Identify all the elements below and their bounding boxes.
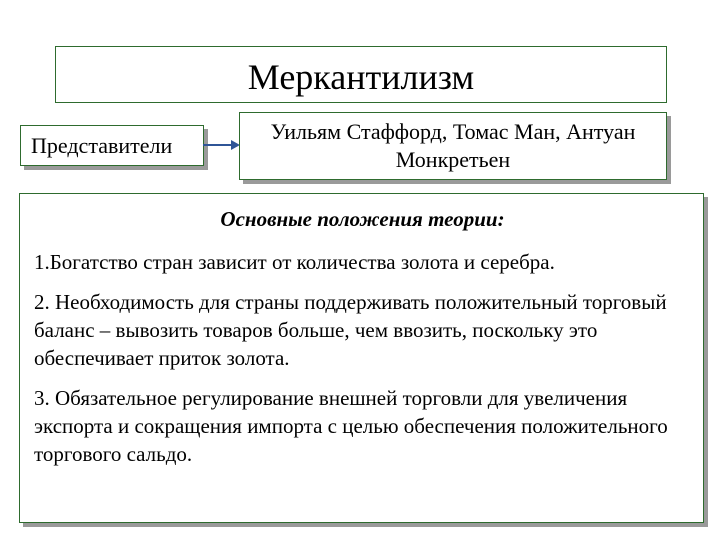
arrow-right-icon (203, 137, 243, 153)
page-title: Меркантилизм (247, 56, 475, 97)
representatives-names-box (239, 112, 667, 180)
representatives-label-box (20, 125, 204, 166)
theory-point-3: 3. Обязательное регулирование внешней торговли для увеличения экспорта и сокращения импорта с целью обеспечения положительного торгового сальдо. (34, 386, 668, 466)
representatives-names: Уильям Стаффорд, Томас Ман, Антуан Монкретьен (270, 119, 636, 172)
theory-heading: Основные положения теории: (220, 207, 505, 231)
theory-point-2: 2. Необходимость для страны поддерживать положительный торговый баланс – вывозить товаров больше, чем ввозить, поскольку это обеспечивает приток золота. (34, 290, 667, 370)
theory-box (19, 193, 704, 523)
title-box (55, 46, 667, 103)
representatives-label: Представители (31, 132, 173, 158)
theory-point-1: 1.Богатство стран зависит от количества золота и серебра. (34, 250, 555, 274)
